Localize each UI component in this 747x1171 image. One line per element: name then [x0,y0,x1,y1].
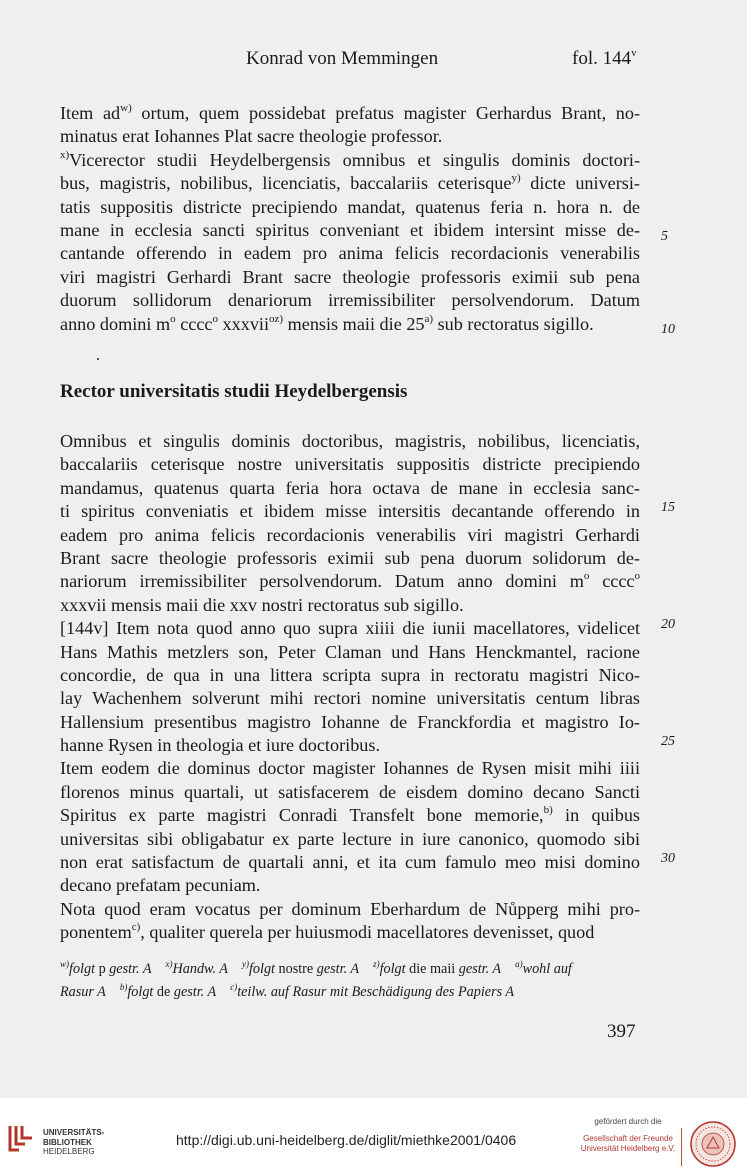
quoted-word: de [156,984,171,1000]
note-marker: a) [424,312,434,325]
section-heading: Rector universitatis studii Heydelbergensis [60,381,408,402]
text-run: mane in ecclesia sancti spiritus conveniant et ibidem intersint misse de- [60,219,640,240]
note-marker: x) [60,148,70,161]
text-run: cccc [175,313,213,334]
line-number-20: 20 [661,617,675,632]
text-line [60,313,640,336]
text-line [60,547,640,570]
page-number: 397 [607,1021,636,1042]
ink-speck [97,358,99,360]
line-number-15: 15 [661,500,675,515]
library-name-line: HEIDELBERG [43,1147,95,1156]
text-run: cccc [589,571,635,592]
text-run: ponentem [60,922,132,943]
text-line [60,430,640,453]
text-line [60,898,640,921]
text-run: mandamus, quatenus quarta feria hora octava de mane in ecclesia sanc- [60,477,640,498]
text-line [60,125,640,148]
footnote-text: folgt [69,961,99,977]
text-run: lay Wachenhem solverunt mihi rectori nomine universitatis centum libras [60,688,640,709]
note-marker: o [634,570,640,583]
text-line [60,851,640,874]
text-line [60,664,640,687]
note-marker: a) [515,959,523,969]
text-line [60,781,640,804]
text-run: universitas sibi obligabatur ex parte lecture in iure canonico, quomodo sibi [60,828,640,849]
quoted-word: nostre [278,961,314,977]
text-run: xxxvii mensis maii die xxv nostri rectoratus sub sigillo. [60,594,464,615]
text-line [60,289,640,312]
footnote-line [60,981,572,1004]
text-run: Item eodem die dominus doctor magister Iohannes de Rysen misit mihi iiii [60,758,640,779]
text-run: xxxvii [217,313,270,334]
note-marker: o [583,570,590,583]
note-marker: y) [241,959,249,969]
text-line [60,477,640,500]
text-line [60,172,640,195]
note-marker: o [170,312,176,325]
text-line [60,102,640,125]
funded-by-label: gefördert durch die [594,1117,662,1126]
text-line [60,266,640,289]
text-line [60,641,640,664]
text-run: Vicerector studii Heydelbergensis omnibus et singulis dominis doctori- [69,149,640,170]
library-name-line: UNIVERSITÄTS- [43,1128,105,1137]
text-line [60,524,640,547]
text-run: hanne Rysen in theologia et iure doctoribus. [60,735,381,756]
line-number-5: 5 [661,229,668,244]
line-number-25: 25 [661,734,675,749]
text-run: Brant sacre theologie professoris eximii sub pena duorum solidorum de- [60,547,640,568]
society-seal-icon [689,1120,737,1168]
library-name-line: BIBLIOTHEK [43,1137,92,1147]
footnote-text: Rasur A [60,984,106,1000]
permalink[interactable]: http://digi.ub.uni-heidelberg.de/diglit/miethke2001/0406 [176,1132,517,1148]
footnote-text: teilw. auf Rasur mit Beschädigung des Papiers A [237,984,515,1000]
society-name-line: Gesellschaft der Freunde [583,1134,673,1143]
text-line [60,804,640,827]
text-line [60,617,640,640]
running-head-title: Konrad von Memmingen [246,48,439,69]
text-run: Hallensium presentibus magistro Iohanne de Franckfordia et magistro Io- [60,711,640,732]
library-name [43,1128,104,1157]
text-line [60,921,640,944]
text-line [60,500,640,523]
text-run: tatis suppositis districte precipiendo mandat, quatenus feria n. hora n. de [60,196,640,217]
quoted-word: die maii [409,961,456,977]
line-number-30: 30 [661,851,675,866]
note-marker: w) [120,102,132,114]
folio-label: fol. 144 [572,48,632,69]
line-number-10: 10 [661,322,675,337]
footnotes [60,958,572,1004]
text-run: decano prefatam pecuniam. [60,875,261,896]
text-line [60,734,640,757]
text-run: Hans Mathis metzlers son, Peter Claman und Hans Henckmantel, racione [60,641,640,662]
footnote-text: gestr. A [313,961,360,977]
digitization-footer [0,1098,747,1171]
text-line [60,874,640,897]
text-run: Omnibus et singulis dominis doctoribus, magistris, nobilibus, licenciatis, [60,431,640,451]
footnote-text: folgt [248,961,279,977]
footnote-text: wohl auf [522,961,572,977]
text-line [60,242,640,265]
text-run: sub rectoratus sigillo. [433,313,594,334]
text-run: ti spiritus conveniatis et ibidem misse intersitis decantande offerendo in [60,501,640,522]
footnote-text: Handw. A [172,961,228,977]
text-line [60,570,640,593]
text-run: florenos minus quartali, ut satisfacerem de eisdem domino decano Sancti [60,781,640,802]
text-line [60,453,640,476]
footnote-text: folgt [379,961,410,977]
note-marker: o [212,312,218,325]
text-line [60,196,640,219]
library-logo-icon [7,1122,35,1154]
text-run: concordie, de qua in una littera scripta supra in rectoratu magistri Nico- [60,664,640,685]
note-marker: b) [543,804,553,817]
text-run: non erat satisfactum de quartali anni, et ita cum famulo meo misi domino [60,852,640,873]
text-run: , qualiter querela per huiusmodi macellatores devenisset, quod [140,922,595,943]
text-run: Spiritus ex parte magistri Conradi Transfelt bone memorie, [60,805,544,826]
text-run: Nota quod eram vocatus per dominum Eberhardum de Nůpperg mihi pro- [60,898,640,919]
text-run: eadem pro anima felicis recordacionis venerabilis viri magistri Gerhardi [60,524,640,545]
note-marker: c) [131,921,141,934]
note-marker: y) [511,172,521,185]
folio-sup: v [631,47,637,59]
text-run: bus, magistris, nobilibus, licenciatis, baccalariis ceterisque [60,173,512,194]
footnote-text: gestr. A [455,961,502,977]
note-marker: z) [373,959,380,969]
text-run: ortum, quem possidebat prefatus magister Gerhardus Brant, no- [131,103,640,123]
text-line [60,687,640,710]
footnote-text: gestr. A [105,961,152,977]
text-run: Item ad [60,103,121,123]
text-run: in quibus [552,805,641,826]
running-head-folio [572,48,637,70]
text-run: nariorum irremissibiliter persolvendorum. Datum anno domini m [60,571,584,592]
note-marker: c) [230,982,238,992]
note-marker: oz) [269,312,284,325]
paragraph-2 [60,430,640,945]
footnote-text: gestr. A [170,984,217,1000]
footnote-text: folgt [127,984,157,1000]
text-line [60,828,640,851]
text-line [60,757,640,780]
text-line [60,219,640,242]
note-marker: b) [119,982,128,992]
sponsor-note [578,1117,678,1154]
text-run: viri magistri Gerhardi Brant sacre theologie professoris eximii sub pena [60,266,640,287]
text-run: [144v] Item nota quod anno quo supra xiiii die iunii macellatores, videlicet [60,618,640,639]
sponsor-divider [681,1128,682,1166]
text-run: cantande offerendo in eadem pro anima felicis recordacionis venerabilis [60,243,640,264]
text-run: anno domini m [60,313,171,334]
note-marker: w) [60,959,69,969]
quoted-word: p [98,961,106,977]
text-run: dicte universi- [520,173,640,194]
text-run: duorum sollidorum denariorum irremissibiliter persolvendorum. Datum [60,290,640,311]
text-run: mensis maii die 25 [283,313,425,334]
text-run: baccalariis ceterisque nostre universitatis suppositis districte precipiendo [60,454,640,475]
footnote-line [60,958,572,981]
text-line [60,711,640,734]
note-marker: x) [165,959,173,969]
paragraph-1 [60,102,640,336]
society-name-line: Universität Heidelberg e.V. [580,1144,676,1153]
text-run: minatus erat Iohannes Plat sacre theologie professor. [60,126,443,147]
text-line [60,149,640,172]
text-line [60,594,640,617]
